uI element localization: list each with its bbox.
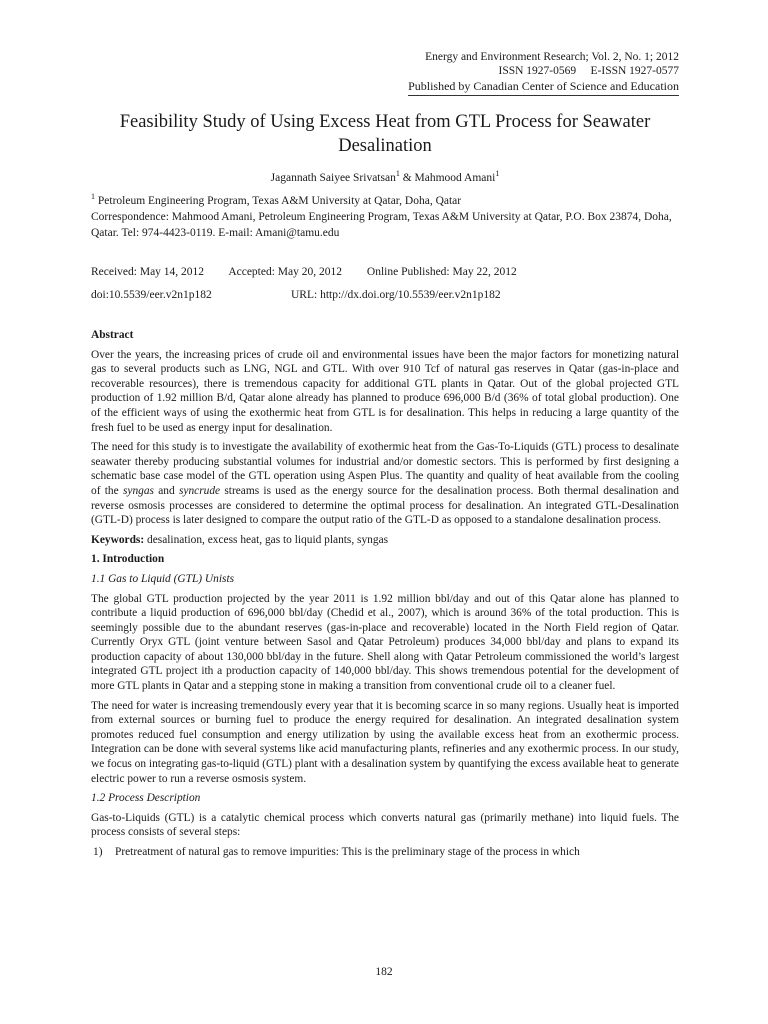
doi-url-link[interactable]: URL: http://dx.doi.org/10.5539/eer.v2n1p182 — [291, 289, 501, 301]
publication-dates — [91, 266, 679, 278]
author-name: Mahmood Amani — [414, 171, 496, 184]
abstract-paragraph: Over the years, the increasing prices of crude oil and environmental issues have been the major factors for monetizing natural gas to several products such as LNG, NGL and GTL. With over 910 Tcf of natural gas reserves in Qatar (gas-in-place and recoverable resources), there is tremendous capacity for additional GTL plants in Qatar. Out of the global projected GTL production of 1.92 million B/d, Qatar alone already has planned to produce 696,000 B/d (36% of total global production). One of the efficient ways of using the exothermic heat from GTL is for desalination. This helps in reducing a large quantity of the fresh fuel to be used as energy input for desalination. — [91, 348, 679, 434]
affiliation-mark: 1 — [91, 192, 95, 201]
text-run: streams is used as the energy source for the desalination process. Both thermal desalination and reverse osmosis processes are considered to determine the optimal process for desalination. An integrated GTL-Desalination (GTL-D) process is later designed to compare the output ratio of the GTL-D as opposed to a standalone desalination process. — [91, 484, 679, 527]
body-paragraph: Gas-to-Liquids (GTL) is a catalytic chemical process which converts natural gas (primarily methane) into liquid fuels. The process consists of several steps: — [91, 811, 679, 839]
paper-body — [91, 328, 679, 860]
italic-term: syngas — [122, 484, 154, 497]
keywords-label: Keywords: — [91, 533, 145, 546]
italic-term: syncrude — [178, 484, 221, 497]
journal-header — [408, 50, 679, 96]
accepted-date: Accepted: May 20, 2012 — [228, 266, 343, 278]
correspondence: Correspondence: Mahmood Amani, Petroleum Engineering Program, Texas A&M University at Qatar, P.O. Box 23874, Doha, Qatar. Tel: 974-4423-0119. E-mail: Amani@tamu.edu — [91, 211, 672, 239]
section-heading: 1. Introduction — [91, 553, 165, 566]
journal-publisher: Published by Canadian Center of Science and Education — [408, 79, 679, 96]
author-separator: & — [399, 171, 415, 184]
body-paragraph: The global GTL production projected by the year 2011 is 1.92 million bbl/day and out of this Qatar alone has planned to contribute a liquid production of 696,000 bbl/day (Chedid et al., 2007), which is around 36% of the total production. This is seemingly possible due to the abundant reserves (gas-in-place and recoverable) located in the North Field region of Qatar. Currently Oryx GTL (joint venture between Sasol and Qatar Petroleum) produces 34,000 bbl/day and plans to expand its production capacity of about 130,000 bbl/day in the future. Shell along with Qatar Petroleum commissioned the world’s largest integrated GTL project ith a production capacity of 140,000 bbl/day. This shows tremendous potential for the development of more GTL plants in Qatar and a stepping stone in making a transition from conventional crude oil to a cleaner fuel. — [91, 592, 679, 693]
text-run: and — [153, 484, 179, 497]
keywords-text: desalination, excess heat, gas to liquid plants, syngas — [144, 533, 389, 546]
abstract-heading: Abstract — [91, 329, 134, 341]
abstract-paragraph — [91, 440, 679, 528]
author-name: Jagannath Saiyee Srivatsan — [270, 171, 396, 184]
published-date: Online Published: May 22, 2012 — [366, 266, 517, 278]
doi-line — [91, 289, 679, 301]
page-number: 182 — [375, 966, 393, 978]
author-affiliation-mark: 1 — [495, 169, 500, 178]
subsection-heading: 1.1 Gas to Liquid (GTL) Unists — [91, 572, 235, 585]
journal-citation: Energy and Environment Research; Vol. 2, No. 1; 2012 — [425, 51, 679, 63]
list-number: 1) — [93, 846, 103, 858]
paper-title: Feasibility Study of Using Excess Heat from GTL Process for Seawater Desalination — [119, 112, 651, 156]
author-list — [91, 169, 679, 184]
list-text: Pretreatment of natural gas to remove impurities: This is the preliminary stage of the process in which — [115, 846, 580, 858]
affiliation — [91, 189, 679, 209]
body-paragraph: The need for water is increasing tremendously every year that it is becoming scarce in so many regions. Usually heat is imported from external sources or burning fuel to produce the energy required for desalination. An integrated desalination system promotes reduced fuel consumption and energy utilization by using the available excess heat from an exothermic process. Integration can be done with several systems like acid manufacturing plants, refineries and any exothermic process. In our study, we focus on integrating gas-to-liquid (GTL) plant with a desalination system by quantifying the excess available heat to generate electric power to run a reverse osmosis system. — [91, 699, 679, 785]
subsection-heading: 1.2 Process Description — [91, 792, 201, 805]
list-item — [91, 845, 679, 860]
received-date: Received: May 14, 2012 — [91, 266, 205, 278]
affiliation-text: Petroleum Engineering Program, Texas A&M University at Qatar, Doha, Qatar — [95, 194, 462, 207]
keywords — [91, 533, 679, 548]
journal-issn: ISSN 1927-0569 E-ISSN 1927-0577 — [498, 65, 679, 77]
author-affiliation-mark: 1 — [395, 169, 400, 178]
doi: doi:10.5539/eer.v2n1p182 — [91, 289, 212, 301]
text-run: The need for this study is to investigate the availability of exothermic heat from the Gas-To-Liquids (GTL) process to desalinate seawater thereby producing substantial volumes for industrial and/or domestic sectors. This is performed by first designing a schematic base case model of the GTL operation using Aspen Plus. The quantity and quality of heat available from the cooling of the — [91, 441, 679, 497]
